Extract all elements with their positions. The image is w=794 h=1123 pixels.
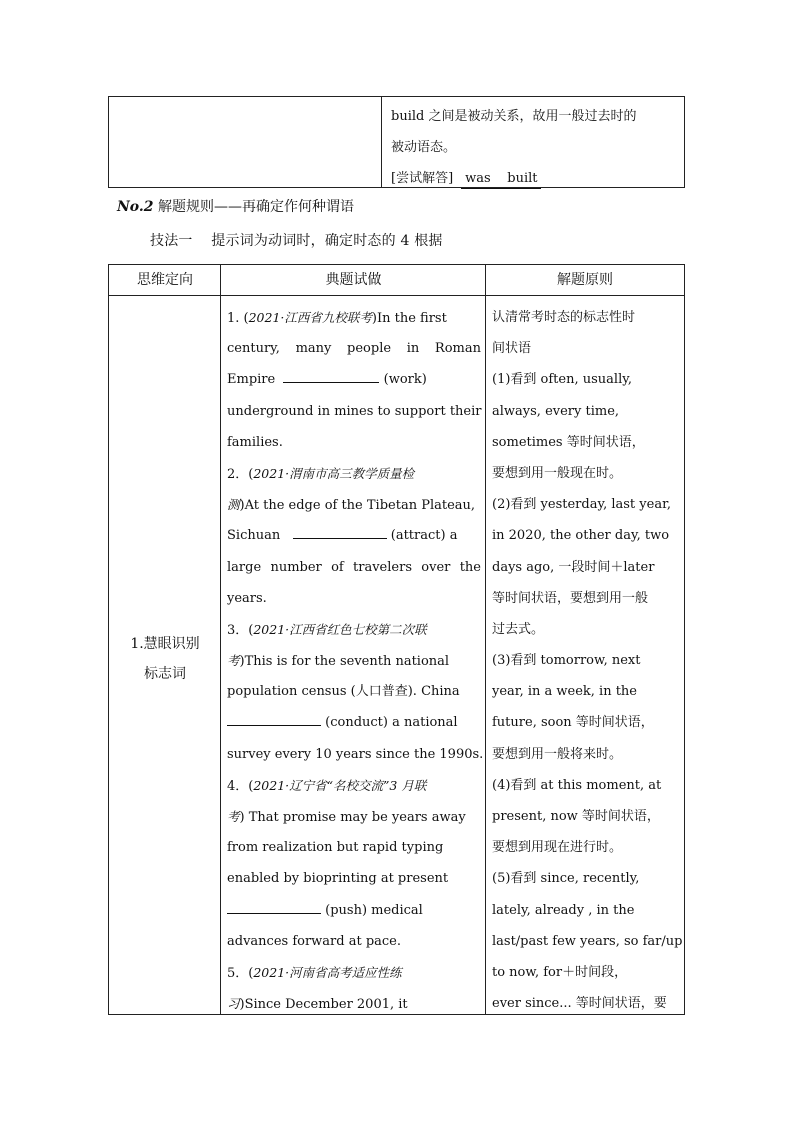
principle-cell — [492, 302, 682, 1019]
exercise-line: 5．(2021·河南省高考适应性练 — [227, 964, 402, 981]
exercise-line: 3．(2021·江西省红色七校第二次联 — [227, 621, 427, 638]
exercise-line: (conduct) a national — [227, 707, 481, 738]
principle-line: (3)看到 tomorrow, next — [492, 653, 641, 669]
exercise-cell — [227, 302, 484, 1019]
explanation-line-2: 被动语态。 — [391, 140, 457, 155]
direction-line-1: 1.慧眼识别 — [130, 636, 200, 652]
exercise-line: large number of travelers over the — [227, 559, 481, 575]
section-number: No.2 — [117, 199, 154, 215]
exercise-line: survey every 10 years since the 1990s. — [227, 746, 484, 762]
section-title: 解题规则——再确定作何种谓语 — [157, 199, 354, 215]
principle-line: ever since... 等时间状语，要 — [492, 996, 667, 1012]
exercise-line: from realization but rapid typing — [227, 840, 444, 856]
technique-text: 提示词为动词时，确定时态的 4 根据 — [211, 233, 443, 249]
exercise-line: 考)This is for the seventh national — [227, 653, 450, 670]
exercise-line: enabled by bioprinting at present — [227, 871, 449, 887]
principle-line: (1)看到 often, usually, — [492, 372, 632, 388]
exercise-line: advances forward at pace. — [227, 933, 402, 949]
principle-line: 间状语 — [492, 341, 532, 357]
answer-blank[interactable] — [227, 897, 321, 914]
principle-line: 要想到用一般现在时。 — [492, 465, 623, 481]
principle-line: days ago, 一段时间＋later — [492, 559, 655, 575]
section-heading — [117, 196, 354, 216]
column-divider-2 — [485, 265, 486, 1014]
principle-line: 过去式。 — [492, 621, 545, 637]
answer-blank[interactable] — [293, 522, 387, 539]
exercise-line: population census (人口普查). China — [227, 684, 460, 700]
principle-line: present, now 等时间状语， — [492, 809, 660, 824]
explanation-line-1: build 之间是被动关系，故用一般过去时的 — [391, 109, 637, 124]
exercise-line: 习)Since December 2001, it — [227, 996, 408, 1013]
continuation-table — [108, 96, 685, 188]
direction-line-2: 标志词 — [144, 666, 186, 682]
exercise-line: 测)At the edge of the Tibetan Plateau, — [227, 497, 476, 514]
header-solving-principle: 解题原则 — [486, 265, 684, 296]
principle-line: year, in a week, in the — [492, 684, 637, 700]
principle-line: 认清常考时态的标志性时 — [492, 310, 636, 325]
exercise-line: families. — [227, 434, 283, 450]
principle-line: last/past few years, so far/up — [492, 933, 683, 949]
answer-blank — [461, 170, 541, 189]
exercise-line: underground in mines to support their — [227, 403, 482, 419]
principle-line: in 2020, the other day, two — [492, 528, 670, 544]
exercise-line: (push) medical — [227, 895, 481, 926]
answer-word-1: was — [465, 171, 491, 186]
technique-heading — [150, 230, 443, 250]
answer-label: [尝试解答] — [391, 171, 454, 186]
exercise-line: 考) That promise may be years away — [227, 809, 466, 825]
answer-line — [391, 163, 681, 194]
exercise-line: years. — [227, 590, 267, 606]
header-thinking-direction: 思维定向 — [109, 265, 221, 296]
principle-line: lately, already , in the — [492, 902, 635, 918]
principle-line: sometimes 等时间状语， — [492, 434, 645, 450]
answer-word-2: built — [507, 171, 538, 186]
exercise-line: 1. (2021·江西省九校联考)In the first — [227, 310, 447, 326]
exercise-line: century, many people in Roman — [227, 341, 481, 357]
principle-line: 要想到用一般将来时。 — [492, 746, 623, 762]
principle-line: (5)看到 since, recently, — [492, 871, 640, 887]
principle-line: (4)看到 at this moment, at — [492, 777, 662, 793]
thinking-direction-cell — [109, 629, 221, 689]
exercise-line: Empire (work) — [227, 364, 481, 395]
exercise-line: 4．(2021·辽宁省“名校交流”3 月联 — [227, 777, 427, 794]
principle-line: to now, for＋时间段， — [492, 964, 628, 980]
answer-blank[interactable] — [283, 366, 379, 383]
principle-line: 等时间状语，要想到用一般 — [492, 590, 649, 606]
main-table — [108, 264, 685, 1015]
principle-line: future, soon 等时间状语， — [492, 715, 654, 731]
technique-label: 技法一 — [150, 233, 193, 249]
principle-line: (2)看到 yesterday, last year, — [492, 497, 671, 513]
answer-blank[interactable] — [227, 709, 321, 726]
principle-line: always, every time, — [492, 403, 620, 419]
exercise-line: Sichuan (attract) a — [227, 520, 481, 551]
exercise-line: 2．(2021·渭南市高三教学质量检 — [227, 465, 415, 482]
continuation-explanation-cell — [391, 101, 681, 194]
principle-line: 要想到用现在进行时。 — [492, 840, 623, 856]
header-typical-exercise: 典题试做 — [221, 265, 486, 296]
continuation-empty-cell — [109, 97, 382, 187]
